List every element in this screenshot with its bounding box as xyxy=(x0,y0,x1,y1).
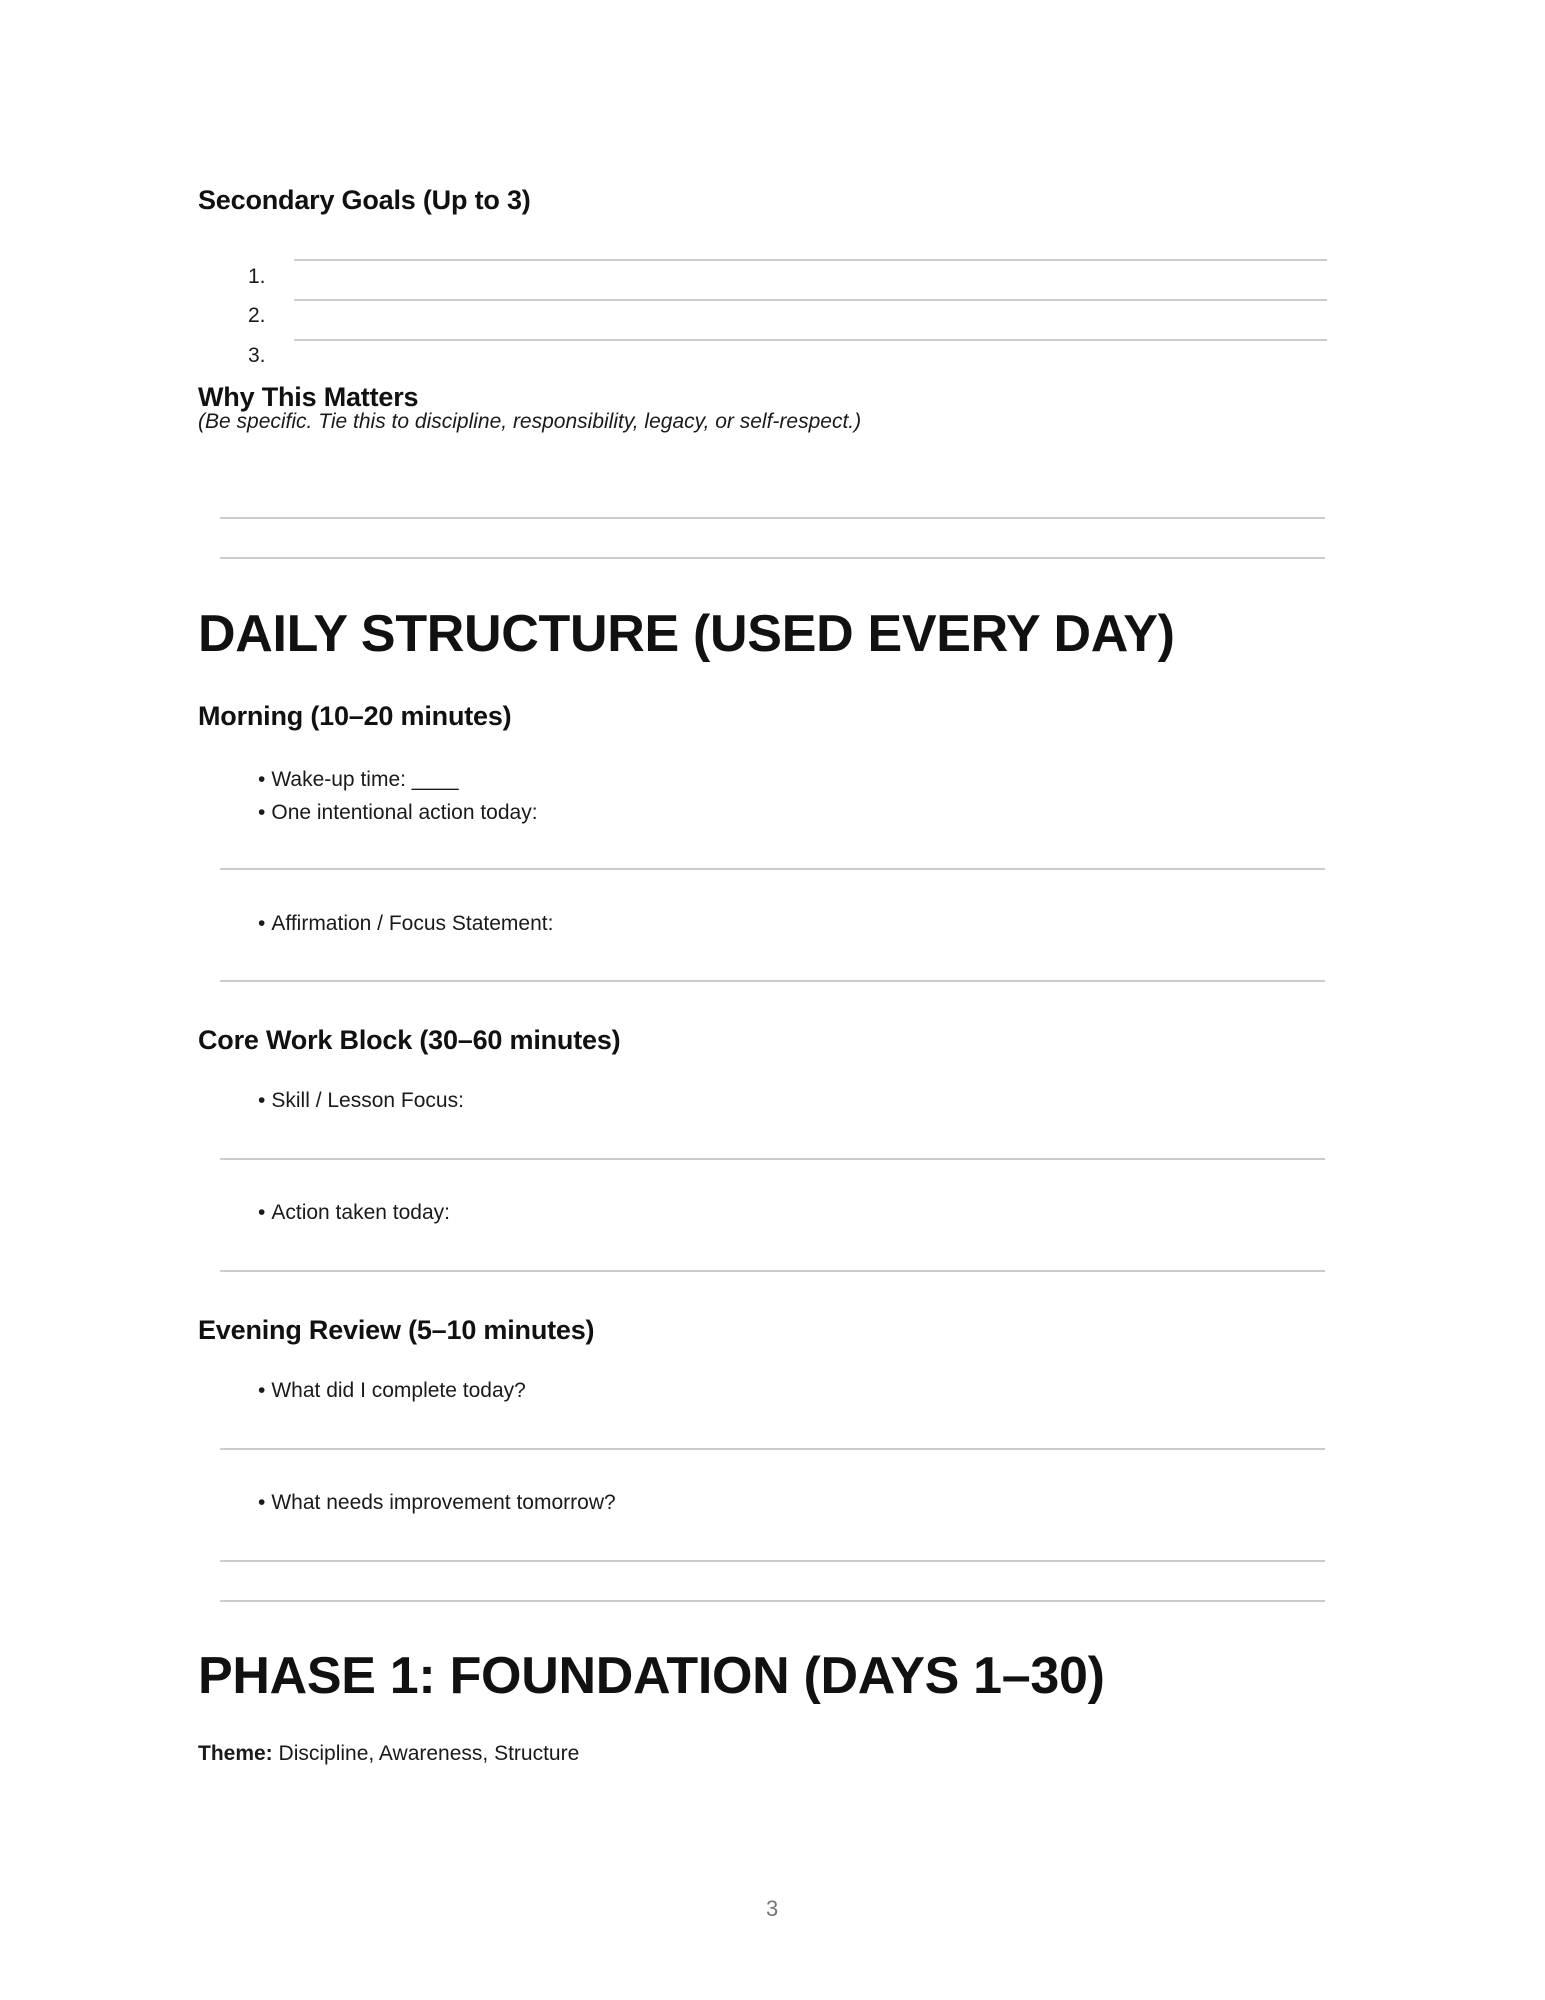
bullet-icon: • xyxy=(258,1491,266,1514)
why-this-matters-heading: Why This Matters xyxy=(198,382,419,412)
daily-structure-title: DAILY STRUCTURE (USED EVERY DAY) xyxy=(198,605,1175,663)
theme-value: Discipline, Awareness, Structure xyxy=(278,1742,580,1765)
goal-1-line[interactable] xyxy=(294,259,1327,261)
page-number: 3 xyxy=(766,1896,779,1921)
bullet-icon: • xyxy=(258,1379,266,1402)
bullet-icon: • xyxy=(258,768,266,791)
why-line-2[interactable] xyxy=(220,557,1325,559)
morning-item-affirmation: • Affirmation / Focus Statement: xyxy=(258,912,554,935)
bullet-icon: • xyxy=(258,801,266,824)
evening-item-completed: • What did I complete today? xyxy=(258,1379,526,1402)
morning-item-wake-up: • Wake-up time: ____ xyxy=(258,768,459,791)
why-line-1[interactable] xyxy=(220,517,1325,519)
goal-2-number: 2. xyxy=(248,304,266,327)
improvement-line-2[interactable] xyxy=(220,1600,1325,1602)
phase1-title: PHASE 1: FOUNDATION (DAYS 1–30) xyxy=(198,1647,1105,1705)
secondary-goals-heading: Secondary Goals (Up to 3) xyxy=(198,185,531,215)
bullet-icon: • xyxy=(258,1089,266,1112)
intentional-action-line[interactable] xyxy=(220,868,1325,870)
goal-1-number: 1. xyxy=(248,265,266,288)
theme-label: Theme: xyxy=(198,1742,273,1765)
bullet-icon: • xyxy=(258,1201,266,1224)
evening-review-heading: Evening Review (5–10 minutes) xyxy=(198,1315,595,1345)
skill-focus-line[interactable] xyxy=(220,1158,1325,1160)
core-work-item-action-taken: • Action taken today: xyxy=(258,1201,450,1224)
action-taken-line[interactable] xyxy=(220,1270,1325,1272)
improvement-line-1[interactable] xyxy=(220,1560,1325,1562)
core-work-item-skill-focus: • Skill / Lesson Focus: xyxy=(258,1089,464,1112)
completed-line[interactable] xyxy=(220,1448,1325,1450)
goal-3-number: 3. xyxy=(248,344,266,367)
morning-item-intentional-action: • One intentional action today: xyxy=(258,801,538,824)
evening-item-improvement: • What needs improvement tomorrow? xyxy=(258,1491,616,1514)
bullet-icon: • xyxy=(258,912,266,935)
morning-heading: Morning (10–20 minutes) xyxy=(198,701,512,731)
goal-2-line[interactable] xyxy=(294,299,1327,301)
phase1-theme xyxy=(198,1743,579,1764)
why-this-matters-note: (Be specific. Tie this to discipline, responsibility, legacy, or self-respect.) xyxy=(198,410,862,433)
core-work-heading: Core Work Block (30–60 minutes) xyxy=(198,1025,621,1055)
affirmation-line[interactable] xyxy=(220,980,1325,982)
goal-3-line[interactable] xyxy=(294,339,1327,341)
